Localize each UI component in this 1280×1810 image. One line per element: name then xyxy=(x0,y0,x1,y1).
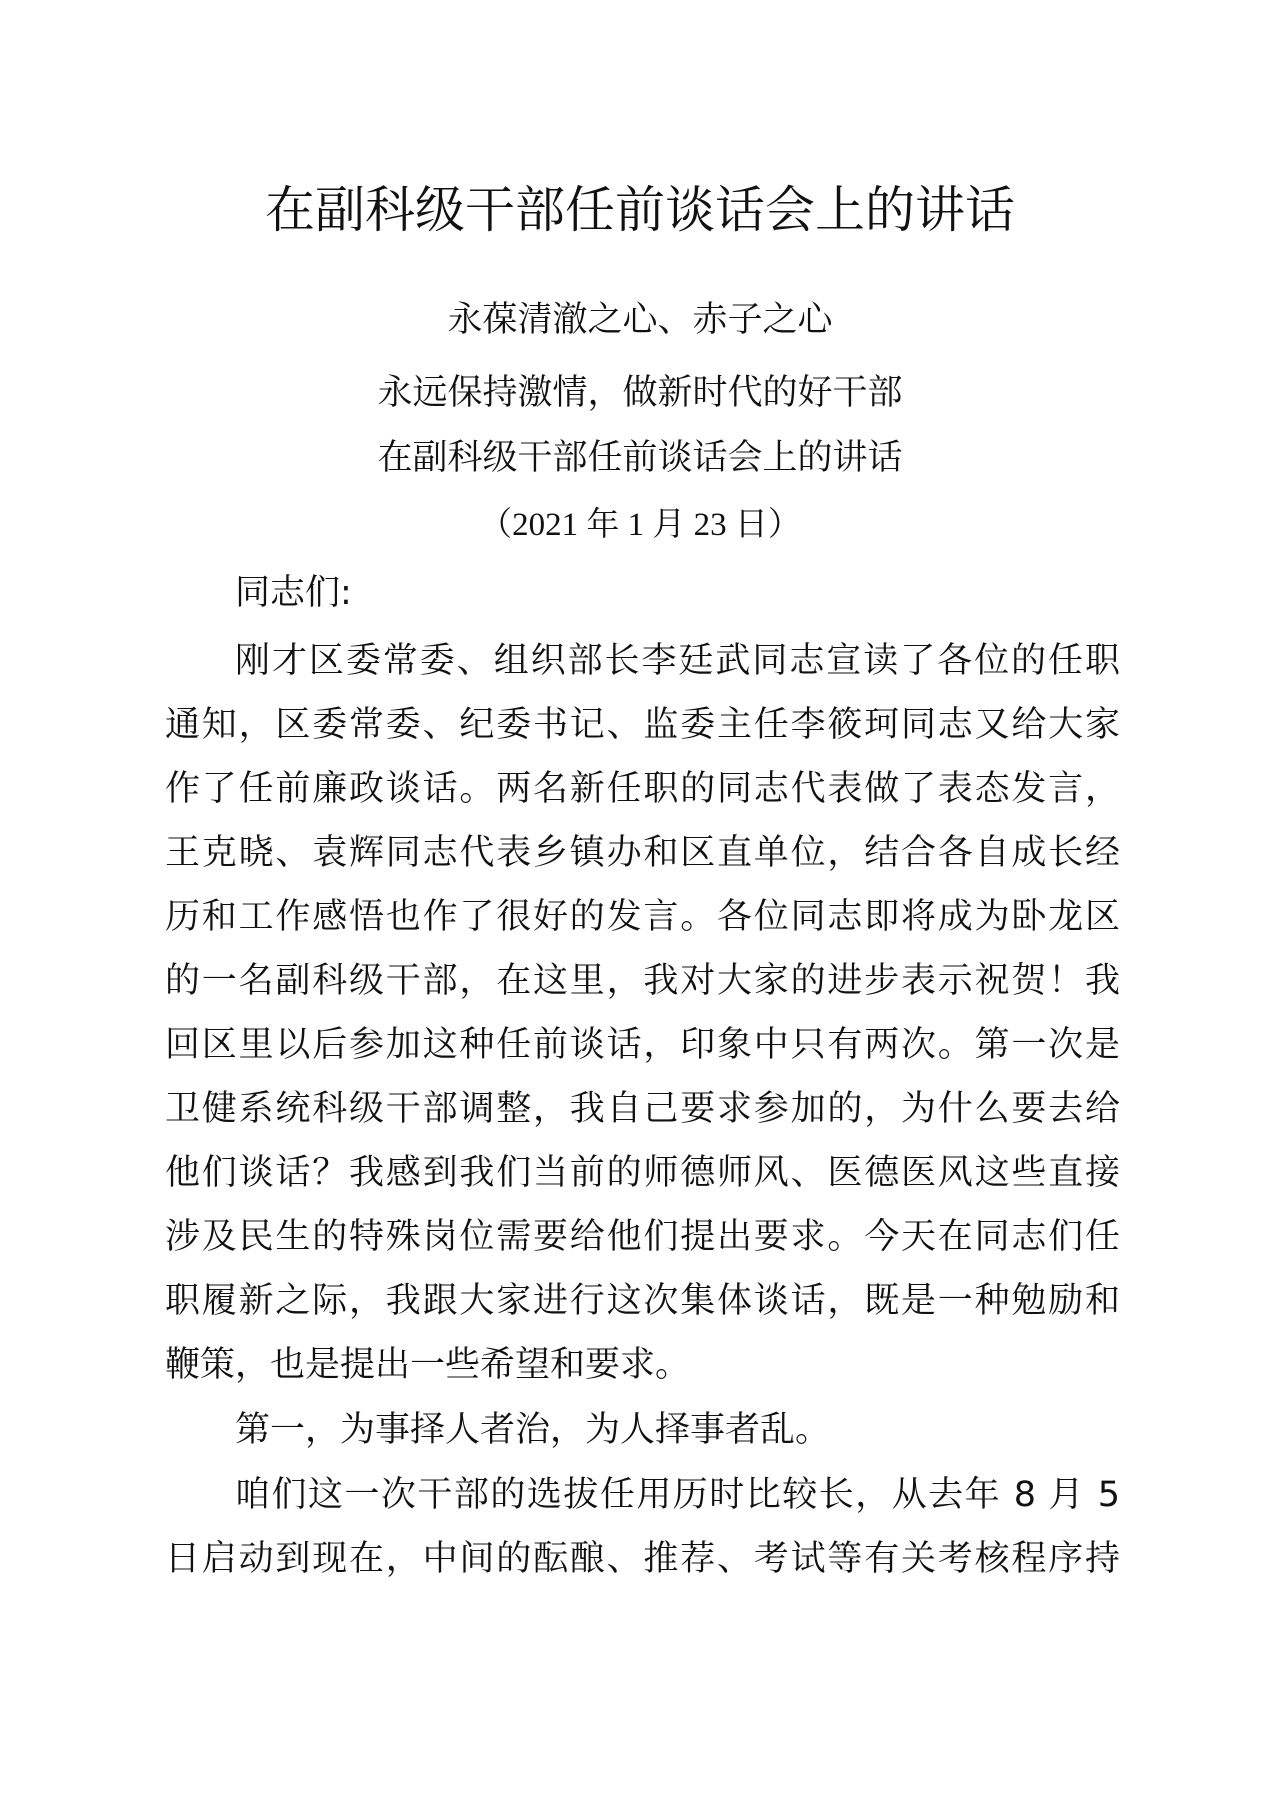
subtitle-line-3: 在副科级干部任前谈话会上的讲话 xyxy=(377,438,903,478)
body-line: 的一名副科级干部，在这里，我对大家的进步表示祝贺！我 xyxy=(165,961,1120,1001)
body-line: 职履新之际，我跟大家进行这次集体谈话，既是一种勉励和 xyxy=(165,1281,1120,1321)
speech-date: （2021 年 1 月 23 日） xyxy=(479,507,801,543)
body-line: 咱们这一次干部的选拔任用历时比较长，从去年 8 月 5 xyxy=(235,1475,1120,1515)
body-line: 鞭策，也是提出一些希望和要求。 xyxy=(165,1345,691,1385)
body-line: 日启动到现在，中间的酝酿、推荐、考试等有关考核程序持 xyxy=(165,1539,1120,1579)
body-line: 回区里以后参加这种任前谈话，印象中只有两次。第一次是 xyxy=(165,1025,1120,1065)
body-line: 他们谈话？我感到我们当前的师德师风、医德医风这些直接 xyxy=(165,1153,1120,1193)
body-line: 刚才区委常委、组织部长李廷武同志宣读了各位的任职 xyxy=(235,641,1120,681)
greeting: 同志们: xyxy=(235,573,352,613)
subtitle-line-2: 永远保持激情，做新时代的好干部 xyxy=(377,373,903,413)
body-line: 历和工作感悟也作了很好的发言。各位同志即将成为卧龙区 xyxy=(165,897,1120,937)
body-line: 作了任前廉政谈话。两名新任职的同志代表做了表态发言， xyxy=(165,769,1120,809)
body-line: 涉及民生的特殊岗位需要给他们提出要求。今天在同志们任 xyxy=(165,1217,1120,1257)
section-heading: 第一，为事择人者治，为人择事者乱。 xyxy=(235,1410,831,1450)
subtitle-line-1: 永葆清澈之心、赤子之心 xyxy=(447,300,833,340)
document-title: 在副科级干部任前谈话会上的讲话 xyxy=(265,181,1015,239)
body-line: 通知，区委常委、纪委书记、监委主任李筱珂同志又给大家 xyxy=(165,705,1120,745)
body-line: 卫健系统科级干部调整，我自己要求参加的，为什么要去给 xyxy=(165,1089,1120,1129)
body-line: 王克晓、袁辉同志代表乡镇办和区直单位，结合各自成长经 xyxy=(165,833,1120,873)
